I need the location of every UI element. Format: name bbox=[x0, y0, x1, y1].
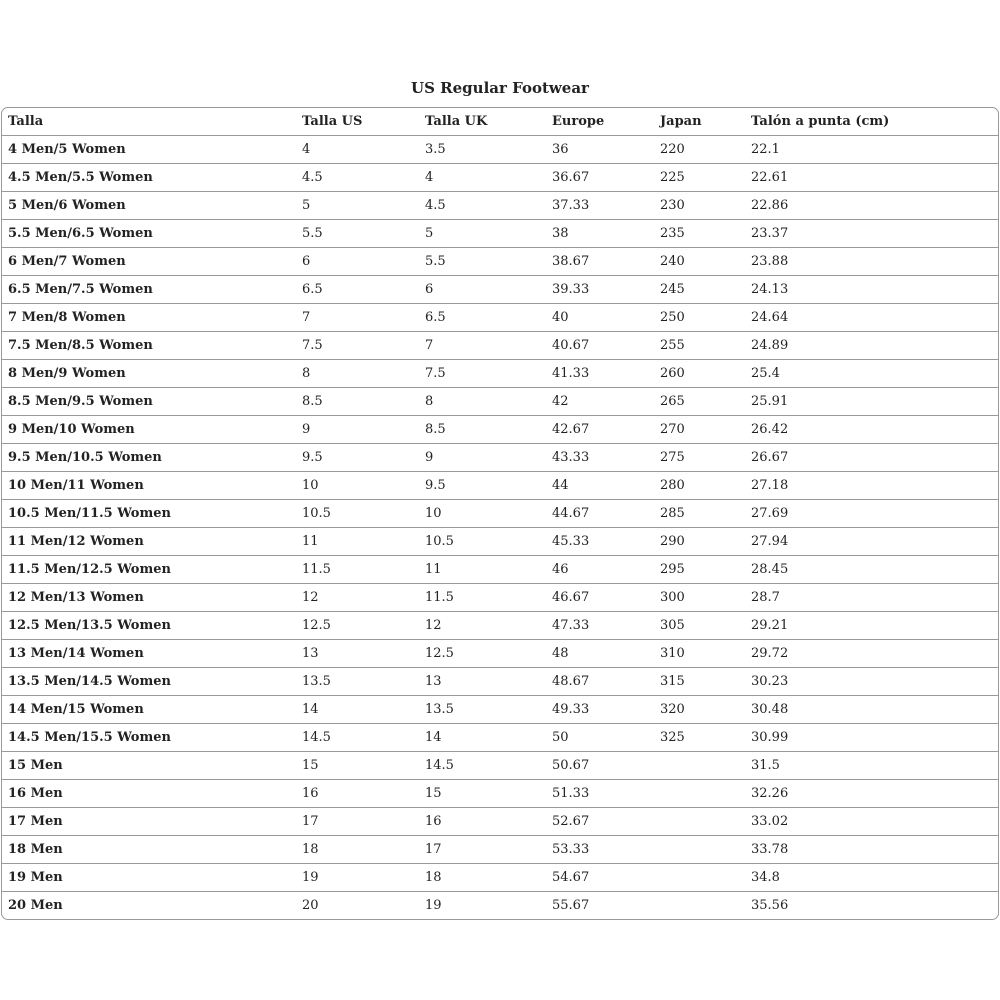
cell-heel-to-toe: 24.64 bbox=[745, 304, 998, 332]
cell-talla-us: 6.5 bbox=[296, 276, 419, 304]
cell-heel-to-toe: 28.7 bbox=[745, 584, 998, 612]
cell-heel-to-toe: 33.78 bbox=[745, 836, 998, 864]
table-row bbox=[2, 556, 998, 584]
cell-europe: 40.67 bbox=[546, 332, 654, 360]
cell-japan: 245 bbox=[654, 276, 745, 304]
cell-heel-to-toe: 28.45 bbox=[745, 556, 998, 584]
cell-talla: 19 Men bbox=[2, 864, 296, 892]
cell-heel-to-toe: 24.13 bbox=[745, 276, 998, 304]
cell-talla: 14.5 Men/15.5 Women bbox=[2, 724, 296, 752]
table-row bbox=[2, 612, 998, 640]
cell-talla-uk: 12 bbox=[419, 612, 546, 640]
cell-talla: 10.5 Men/11.5 Women bbox=[2, 500, 296, 528]
header-heel-to-toe: Talón a punta (cm) bbox=[751, 114, 890, 129]
table-row bbox=[2, 192, 998, 220]
cell-talla-us: 8.5 bbox=[296, 388, 419, 416]
cell-talla-us: 13 bbox=[296, 640, 419, 668]
cell-talla-us: 20 bbox=[296, 892, 419, 920]
table-row bbox=[2, 472, 998, 500]
cell-europe: 51.33 bbox=[546, 780, 654, 808]
cell-heel-to-toe: 22.86 bbox=[745, 192, 998, 220]
header-talla: Talla bbox=[8, 114, 44, 129]
cell-talla-uk: 14.5 bbox=[419, 752, 546, 780]
cell-talla-uk: 9 bbox=[419, 444, 546, 472]
table-title: US Regular Footwear bbox=[411, 79, 589, 97]
cell-japan bbox=[654, 864, 745, 892]
cell-talla: 9 Men/10 Women bbox=[2, 416, 296, 444]
cell-japan bbox=[654, 836, 745, 864]
cell-talla-us: 18 bbox=[296, 836, 419, 864]
size-chart-table bbox=[2, 108, 998, 919]
cell-japan: 275 bbox=[654, 444, 745, 472]
cell-talla-uk: 19 bbox=[419, 892, 546, 920]
cell-japan: 280 bbox=[654, 472, 745, 500]
cell-talla-us: 11 bbox=[296, 528, 419, 556]
table-row bbox=[2, 444, 998, 472]
cell-heel-to-toe: 32.26 bbox=[745, 780, 998, 808]
cell-europe: 55.67 bbox=[546, 892, 654, 920]
cell-japan: 240 bbox=[654, 248, 745, 276]
cell-talla: 8.5 Men/9.5 Women bbox=[2, 388, 296, 416]
cell-heel-to-toe: 30.99 bbox=[745, 724, 998, 752]
cell-talla-uk: 6.5 bbox=[419, 304, 546, 332]
cell-japan bbox=[654, 892, 745, 920]
table-row bbox=[2, 864, 998, 892]
cell-europe: 54.67 bbox=[546, 864, 654, 892]
cell-talla-us: 4 bbox=[296, 136, 419, 164]
cell-talla: 6 Men/7 Women bbox=[2, 248, 296, 276]
cell-europe: 42 bbox=[546, 388, 654, 416]
header-japan: Japan bbox=[660, 114, 702, 129]
header-europe: Europe bbox=[552, 114, 605, 129]
cell-japan: 250 bbox=[654, 304, 745, 332]
cell-talla-uk: 11 bbox=[419, 556, 546, 584]
cell-europe: 44 bbox=[546, 472, 654, 500]
cell-europe: 42.67 bbox=[546, 416, 654, 444]
cell-talla-us: 9 bbox=[296, 416, 419, 444]
cell-talla-us: 9.5 bbox=[296, 444, 419, 472]
cell-talla-uk: 7 bbox=[419, 332, 546, 360]
cell-talla: 12 Men/13 Women bbox=[2, 584, 296, 612]
cell-talla-uk: 6 bbox=[419, 276, 546, 304]
cell-talla-us: 13.5 bbox=[296, 668, 419, 696]
cell-talla: 14 Men/15 Women bbox=[2, 696, 296, 724]
table-row bbox=[2, 668, 998, 696]
cell-europe: 50 bbox=[546, 724, 654, 752]
cell-talla-us: 5 bbox=[296, 192, 419, 220]
cell-heel-to-toe: 26.67 bbox=[745, 444, 998, 472]
cell-heel-to-toe: 25.91 bbox=[745, 388, 998, 416]
cell-japan: 235 bbox=[654, 220, 745, 248]
cell-japan: 310 bbox=[654, 640, 745, 668]
cell-heel-to-toe: 22.61 bbox=[745, 164, 998, 192]
cell-europe: 50.67 bbox=[546, 752, 654, 780]
cell-heel-to-toe: 23.88 bbox=[745, 248, 998, 276]
cell-japan: 325 bbox=[654, 724, 745, 752]
cell-europe: 47.33 bbox=[546, 612, 654, 640]
cell-talla: 4 Men/5 Women bbox=[2, 136, 296, 164]
table-row bbox=[2, 388, 998, 416]
cell-europe: 49.33 bbox=[546, 696, 654, 724]
cell-heel-to-toe: 23.37 bbox=[745, 220, 998, 248]
cell-talla-uk: 8.5 bbox=[419, 416, 546, 444]
header-talla-us: Talla US bbox=[302, 114, 363, 129]
cell-talla-us: 7.5 bbox=[296, 332, 419, 360]
table-row bbox=[2, 584, 998, 612]
cell-japan: 315 bbox=[654, 668, 745, 696]
cell-japan: 270 bbox=[654, 416, 745, 444]
cell-talla: 7 Men/8 Women bbox=[2, 304, 296, 332]
cell-europe: 52.67 bbox=[546, 808, 654, 836]
cell-talla-uk: 13 bbox=[419, 668, 546, 696]
cell-japan: 265 bbox=[654, 388, 745, 416]
cell-japan: 260 bbox=[654, 360, 745, 388]
cell-talla-us: 14.5 bbox=[296, 724, 419, 752]
table-header bbox=[2, 108, 998, 136]
cell-talla-uk: 5 bbox=[419, 220, 546, 248]
cell-heel-to-toe: 30.48 bbox=[745, 696, 998, 724]
cell-talla-uk: 8 bbox=[419, 388, 546, 416]
cell-japan: 305 bbox=[654, 612, 745, 640]
cell-talla-us: 10.5 bbox=[296, 500, 419, 528]
cell-talla-us: 7 bbox=[296, 304, 419, 332]
cell-japan bbox=[654, 752, 745, 780]
cell-talla-uk: 9.5 bbox=[419, 472, 546, 500]
cell-heel-to-toe: 24.89 bbox=[745, 332, 998, 360]
cell-heel-to-toe: 31.5 bbox=[745, 752, 998, 780]
cell-talla-uk: 15 bbox=[419, 780, 546, 808]
cell-heel-to-toe: 22.1 bbox=[745, 136, 998, 164]
cell-talla: 11.5 Men/12.5 Women bbox=[2, 556, 296, 584]
cell-talla-us: 8 bbox=[296, 360, 419, 388]
cell-talla: 10 Men/11 Women bbox=[2, 472, 296, 500]
cell-talla-uk: 18 bbox=[419, 864, 546, 892]
cell-talla-uk: 3.5 bbox=[419, 136, 546, 164]
cell-japan: 290 bbox=[654, 528, 745, 556]
table-row bbox=[2, 500, 998, 528]
cell-talla: 13 Men/14 Women bbox=[2, 640, 296, 668]
cell-talla-uk: 14 bbox=[419, 724, 546, 752]
table-row bbox=[2, 136, 998, 164]
cell-talla: 5 Men/6 Women bbox=[2, 192, 296, 220]
table-row bbox=[2, 640, 998, 668]
cell-europe: 45.33 bbox=[546, 528, 654, 556]
cell-europe: 39.33 bbox=[546, 276, 654, 304]
cell-talla-uk: 4 bbox=[419, 164, 546, 192]
cell-talla: 17 Men bbox=[2, 808, 296, 836]
cell-talla-us: 14 bbox=[296, 696, 419, 724]
cell-europe: 46.67 bbox=[546, 584, 654, 612]
cell-talla: 12.5 Men/13.5 Women bbox=[2, 612, 296, 640]
cell-talla-uk: 10.5 bbox=[419, 528, 546, 556]
cell-talla-uk: 12.5 bbox=[419, 640, 546, 668]
cell-heel-to-toe: 34.8 bbox=[745, 864, 998, 892]
cell-europe: 36 bbox=[546, 136, 654, 164]
cell-talla: 15 Men bbox=[2, 752, 296, 780]
cell-japan: 230 bbox=[654, 192, 745, 220]
table-row bbox=[2, 752, 998, 780]
cell-japan bbox=[654, 780, 745, 808]
cell-talla-uk: 11.5 bbox=[419, 584, 546, 612]
cell-talla-uk: 7.5 bbox=[419, 360, 546, 388]
header-talla-uk: Talla UK bbox=[425, 114, 488, 129]
table-row bbox=[2, 332, 998, 360]
cell-talla: 4.5 Men/5.5 Women bbox=[2, 164, 296, 192]
cell-europe: 36.67 bbox=[546, 164, 654, 192]
table-row bbox=[2, 892, 998, 920]
cell-heel-to-toe: 27.69 bbox=[745, 500, 998, 528]
cell-europe: 48 bbox=[546, 640, 654, 668]
cell-talla: 18 Men bbox=[2, 836, 296, 864]
cell-talla-us: 10 bbox=[296, 472, 419, 500]
cell-talla-uk: 17 bbox=[419, 836, 546, 864]
cell-europe: 40 bbox=[546, 304, 654, 332]
table-row bbox=[2, 248, 998, 276]
cell-japan: 295 bbox=[654, 556, 745, 584]
table-row bbox=[2, 416, 998, 444]
cell-talla-uk: 16 bbox=[419, 808, 546, 836]
table-row bbox=[2, 360, 998, 388]
cell-heel-to-toe: 26.42 bbox=[745, 416, 998, 444]
cell-heel-to-toe: 29.21 bbox=[745, 612, 998, 640]
cell-heel-to-toe: 30.23 bbox=[745, 668, 998, 696]
cell-talla-us: 12 bbox=[296, 584, 419, 612]
table-row bbox=[2, 724, 998, 752]
cell-talla: 16 Men bbox=[2, 780, 296, 808]
cell-europe: 46 bbox=[546, 556, 654, 584]
cell-europe: 38 bbox=[546, 220, 654, 248]
cell-heel-to-toe: 27.18 bbox=[745, 472, 998, 500]
cell-europe: 53.33 bbox=[546, 836, 654, 864]
cell-talla-uk: 4.5 bbox=[419, 192, 546, 220]
table-row bbox=[2, 528, 998, 556]
cell-talla-us: 5.5 bbox=[296, 220, 419, 248]
cell-europe: 44.67 bbox=[546, 500, 654, 528]
table-body bbox=[2, 136, 998, 920]
size-chart-table-container bbox=[1, 107, 999, 920]
cell-japan bbox=[654, 808, 745, 836]
cell-heel-to-toe: 29.72 bbox=[745, 640, 998, 668]
cell-talla-us: 17 bbox=[296, 808, 419, 836]
cell-heel-to-toe: 25.4 bbox=[745, 360, 998, 388]
table-row bbox=[2, 696, 998, 724]
cell-europe: 37.33 bbox=[546, 192, 654, 220]
cell-europe: 41.33 bbox=[546, 360, 654, 388]
table-row bbox=[2, 304, 998, 332]
table-row bbox=[2, 836, 998, 864]
table-row bbox=[2, 780, 998, 808]
cell-japan: 300 bbox=[654, 584, 745, 612]
cell-talla: 8 Men/9 Women bbox=[2, 360, 296, 388]
cell-talla: 20 Men bbox=[2, 892, 296, 920]
cell-talla-us: 6 bbox=[296, 248, 419, 276]
cell-heel-to-toe: 35.56 bbox=[745, 892, 998, 920]
header-row bbox=[2, 108, 998, 136]
cell-europe: 43.33 bbox=[546, 444, 654, 472]
cell-japan: 225 bbox=[654, 164, 745, 192]
cell-talla-uk: 10 bbox=[419, 500, 546, 528]
table-row bbox=[2, 164, 998, 192]
cell-japan: 320 bbox=[654, 696, 745, 724]
cell-talla: 7.5 Men/8.5 Women bbox=[2, 332, 296, 360]
cell-talla: 11 Men/12 Women bbox=[2, 528, 296, 556]
cell-talla-us: 12.5 bbox=[296, 612, 419, 640]
table-row bbox=[2, 220, 998, 248]
cell-japan: 220 bbox=[654, 136, 745, 164]
cell-talla-uk: 5.5 bbox=[419, 248, 546, 276]
cell-japan: 285 bbox=[654, 500, 745, 528]
cell-talla: 9.5 Men/10.5 Women bbox=[2, 444, 296, 472]
cell-talla: 5.5 Men/6.5 Women bbox=[2, 220, 296, 248]
cell-japan: 255 bbox=[654, 332, 745, 360]
cell-talla-us: 19 bbox=[296, 864, 419, 892]
table-row bbox=[2, 276, 998, 304]
cell-europe: 38.67 bbox=[546, 248, 654, 276]
cell-heel-to-toe: 27.94 bbox=[745, 528, 998, 556]
cell-europe: 48.67 bbox=[546, 668, 654, 696]
cell-talla-us: 11.5 bbox=[296, 556, 419, 584]
cell-talla: 13.5 Men/14.5 Women bbox=[2, 668, 296, 696]
cell-talla: 6.5 Men/7.5 Women bbox=[2, 276, 296, 304]
table-row bbox=[2, 808, 998, 836]
cell-talla-uk: 13.5 bbox=[419, 696, 546, 724]
cell-talla-us: 4.5 bbox=[296, 164, 419, 192]
cell-talla-us: 16 bbox=[296, 780, 419, 808]
cell-heel-to-toe: 33.02 bbox=[745, 808, 998, 836]
cell-talla-us: 15 bbox=[296, 752, 419, 780]
